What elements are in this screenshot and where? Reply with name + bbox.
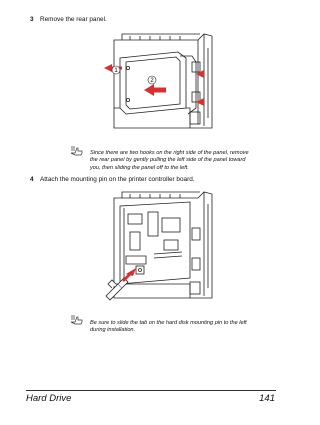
step-number: 3 xyxy=(30,16,34,23)
note-hand-icon xyxy=(70,314,84,326)
note-line: Be sure to slide the tab on the hard disk mounting pin to the left xyxy=(90,320,247,326)
note-line: the rear panel by gently pulling the left side of the panel toward xyxy=(90,157,246,164)
note-2 xyxy=(90,320,247,335)
note-line: during installation. xyxy=(90,327,136,334)
controller-board-illustration xyxy=(100,188,220,306)
note-line: you, then sliding the panel off to the left. xyxy=(90,164,189,171)
footer-section-title: Hard Drive xyxy=(26,393,72,404)
rear-panel-illustration xyxy=(100,28,220,134)
step-text: Remove the rear panel. xyxy=(40,16,107,23)
step-number: 4 xyxy=(30,176,34,183)
note-line: Since there are two hooks on the right side of the panel, remove xyxy=(90,150,249,156)
footer-rule xyxy=(26,390,276,391)
step-text: Attach the mounting pin on the printer controller board. xyxy=(40,176,195,183)
page-number: 141 xyxy=(259,393,275,404)
callout-2: 2 xyxy=(150,78,154,85)
callout-1: 1 xyxy=(114,68,118,75)
note-1 xyxy=(90,150,249,172)
note-hand-icon xyxy=(70,145,84,157)
